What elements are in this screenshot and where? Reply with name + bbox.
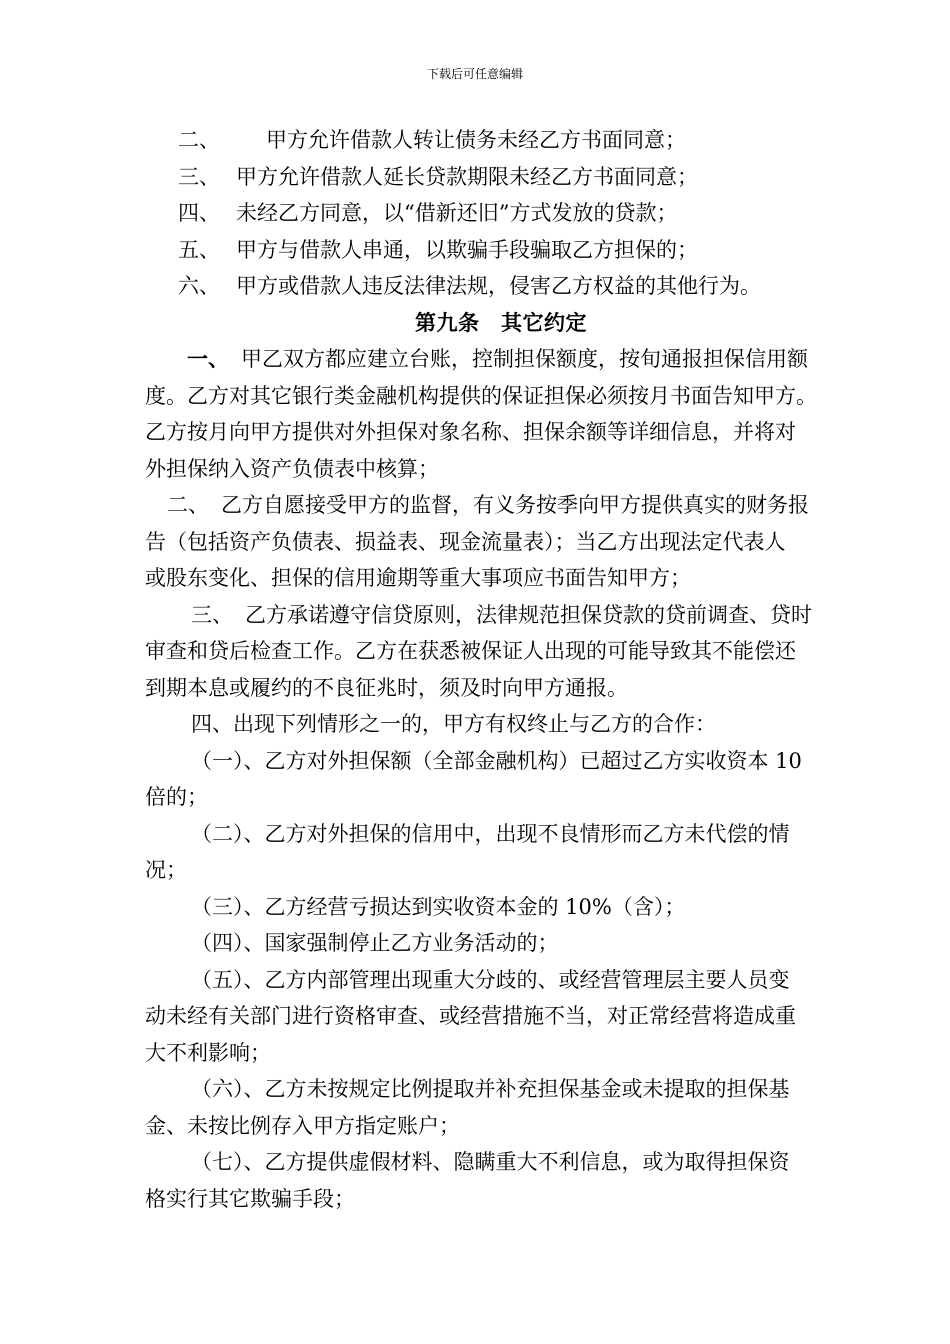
sub-item-line: 况； [145, 858, 187, 882]
list-item [145, 122, 857, 159]
page-header: 下载后可任意编辑 [426, 67, 523, 81]
paragraph-number: 二、 [167, 493, 209, 517]
sub-item-line: 倍的； [145, 785, 208, 809]
paragraph-line: 审查和贷后检查工作。乙方在获悉被保证人出现的可能导致其不能偿还 [145, 639, 796, 663]
list-item-number: 五、 [178, 237, 220, 262]
paragraph-number: 三、 [191, 602, 233, 627]
paragraph-line: 三、 乙方承诺遵守信贷原则，法律规范担保贷款的贷前调查、贷时 [191, 602, 812, 627]
paragraph-line: 外担保纳入资产负债表中核算； [145, 456, 439, 481]
sub-item-line: （五）、乙方内部管理出现重大分歧的、或经营管理层主要人员变 [191, 967, 790, 992]
list-item-number: 六、 [178, 274, 220, 298]
sub-item-line: （七）、乙方提供虚假材料、隐瞒重大不利信息，或为取得担保资 [191, 1150, 790, 1174]
paragraph-line: 一、 甲乙双方都应建立台账，控制担保额度，按旬通报担保信用额 [187, 346, 808, 371]
list-item-number: 四、 [178, 201, 220, 225]
paragraph-line: 或股东变化、担保的信用逾期等重大事项应书面告知甲方； [145, 566, 691, 590]
list-item [145, 195, 857, 232]
paragraph-line: 乙方按月向甲方提供对外担保对象名称、担保余额等详细信息，并将对 [145, 420, 796, 444]
list-item-text: 甲方或借款人违反法律法规，侵害乙方权益的其他行为。 [236, 274, 761, 298]
list-item [145, 159, 857, 196]
paragraph-number: 一、 [187, 346, 229, 371]
list-item [145, 232, 857, 269]
paragraph-line: 二、 乙方自愿接受甲方的监督，有义务按季向甲方提供真实的财务报 [167, 493, 809, 517]
section-title: 第九条 其它约定 [415, 309, 587, 335]
list-item-text: 甲方与借款人串通，以欺骗手段骗取乙方担保的； [236, 237, 698, 262]
paragraph-line: 到期本息或履约的不良征兆时，须及时向甲方通报。 [145, 675, 628, 700]
sub-item-line: 大不利影响； [145, 1040, 271, 1065]
sub-item-line: （一）、乙方对外担保额（全部金融机构）已超过乙方实收资本 10 [191, 748, 802, 773]
list-item-number: 二、 [178, 128, 220, 152]
sub-item-line: （二）、乙方对外担保的信用中，出现不良情形而乙方未代偿的情 [191, 821, 790, 846]
list-item-number: 三、 [178, 164, 220, 189]
sub-item-line: （六）、乙方未按规定比例提取并补充担保基金或未提取的担保基 [191, 1077, 790, 1101]
sub-item-line: 金、未按比例存入甲方指定账户； [145, 1113, 460, 1138]
document-body [145, 122, 857, 1217]
paragraph-line: 告（包括资产负债表、损益表、现金流量表）；当乙方出现法定代表人 [145, 529, 786, 554]
sub-item-line: 格实行其它欺骗手段； [145, 1186, 355, 1211]
list-item-text: 未经乙方同意，以“借新还旧”方式发放的贷款； [236, 201, 678, 225]
sub-item-line: （四）、国家强制停止乙方业务活动的； [191, 931, 559, 955]
paragraph-line: 四、出现下列情形之一的，甲方有权终止与乙方的合作： [191, 712, 716, 736]
paragraph-line: 度。乙方对其它银行类金融机构提供的保证担保必须按月书面告知甲方。 [145, 383, 817, 408]
list-item [145, 268, 857, 305]
list-item-text: 甲方允许借款人延长贷款期限未经乙方书面同意； [236, 164, 698, 189]
list-item-text: 甲方允许借款人转让债务未经乙方书面同意； [266, 128, 686, 152]
sub-item-line: （三）、乙方经营亏损达到实收资本金的 10%（含）； [191, 894, 686, 919]
sub-item-line: 动未经有关部门进行资格审查、或经营措施不当，对正常经营将造成重 [145, 1004, 796, 1028]
